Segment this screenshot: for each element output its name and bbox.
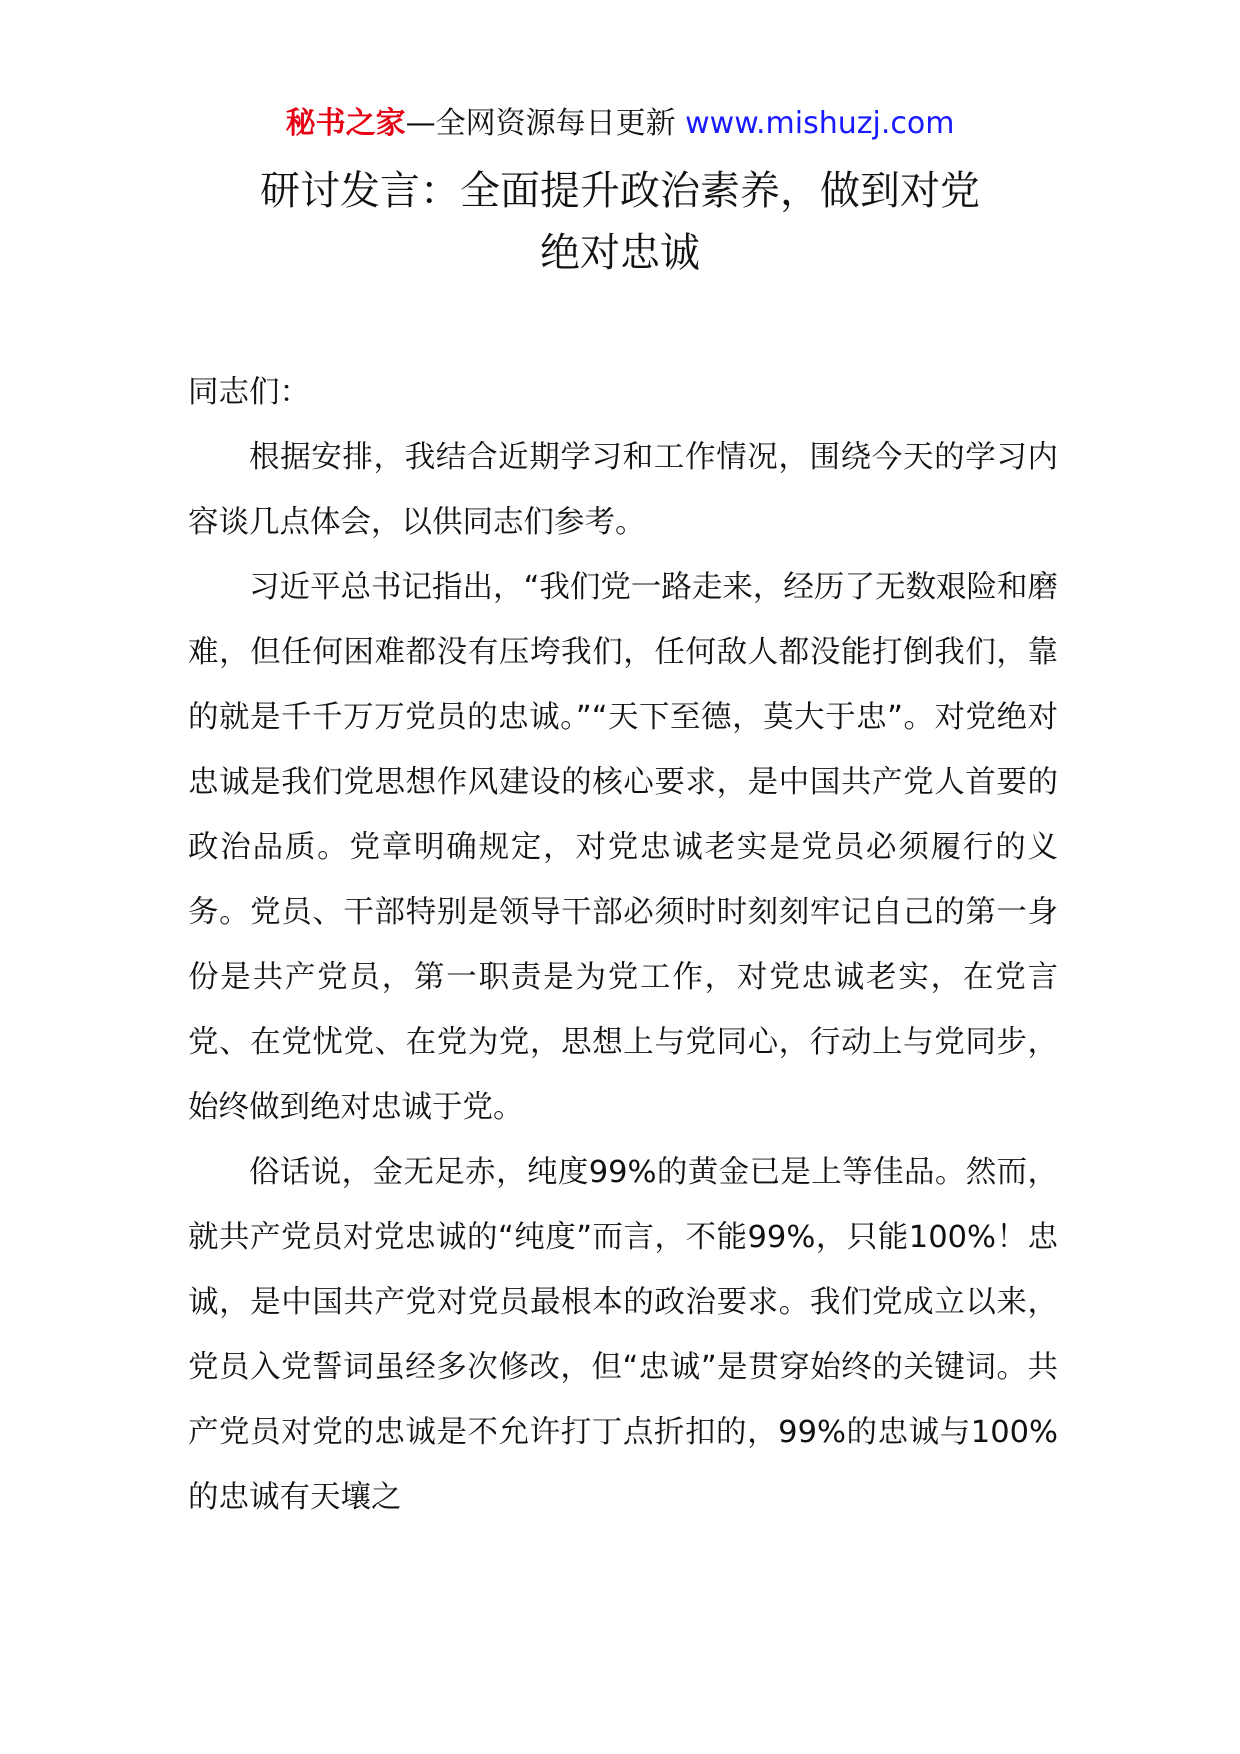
paragraph-3: 俗话说，金无足赤，纯度99%的黄金已是上等佳品。然而，就共产党员对党忠诚的“纯度”而言，不能99%，只能100%！忠诚，是中国共产党对党员最根本的政治要求。我们党成立以来，党员入党誓词虽经多次修改，但“忠诚”是贯穿始终的关键词。共产党员对党的忠诚是不允许打丁点折扣的，99%的忠诚与100%的忠诚有天壤之 [188, 1155, 1058, 1515]
header-tagline: —全网资源每日更新 [405, 106, 676, 141]
paragraph-1: 根据安排，我结合近期学习和工作情况，围绕今天的学习内容谈几点体会，以供同志们参考。 [188, 440, 1058, 540]
title-line-1: 研讨发言：全面提升政治素养，做到对党 [260, 168, 980, 214]
site-url-link[interactable]: www.mishuzj.com [685, 106, 955, 141]
brand-name: 秘书之家 [285, 106, 406, 141]
document-title [170, 160, 1070, 284]
document-body [188, 360, 1058, 1530]
salutation: 同志们： [188, 375, 310, 410]
page-header [0, 104, 1240, 144]
title-line-2: 绝对忠诚 [540, 230, 700, 276]
paragraph-2: 习近平总书记指出，“我们党一路走来，经历了无数艰险和磨难，但任何困难都没有压垮我们，任何敌人都没能打倒我们，靠的就是千千万万党员的忠诚。”“天下至德，莫大于忠”。对党绝对忠诚是我们党思想作风建设的核心要求，是中国共产党人首要的政治品质。党章明确规定，对党忠诚老实是党员必须履行的义务。党员、干部特别是领导干部必须时时刻刻牢记自己的第一身份是共产党员，第一职责是为党工作，对党忠诚老实，在党言党、在党忧党、在党为党，思想上与党同心，行动上与党同步，始终做到绝对忠诚于党。 [188, 570, 1058, 1125]
